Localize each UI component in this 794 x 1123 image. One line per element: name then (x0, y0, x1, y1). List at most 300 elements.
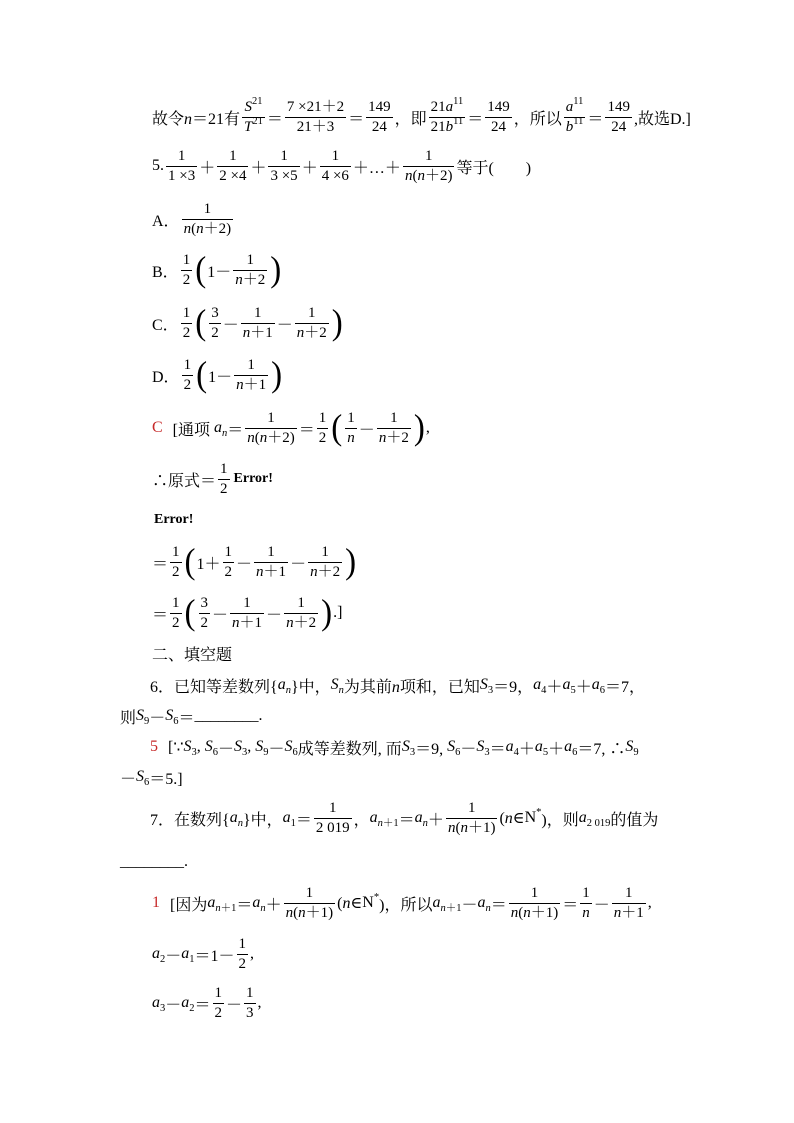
math-text: ＋…＋ (352, 159, 401, 177)
math-term (136, 707, 149, 725)
math-text: n＋2 (310, 563, 341, 580)
math-text: ＝7， (604, 678, 645, 696)
fraction-denominator (213, 1004, 225, 1022)
subscript: 4 (513, 747, 519, 758)
math-base (152, 994, 160, 1011)
math-variable: n (215, 903, 221, 914)
text-line (152, 146, 531, 186)
math-text: (n∈ (337, 895, 363, 912)
fraction-denominator (218, 480, 230, 498)
math-term (230, 809, 243, 827)
fraction (244, 985, 256, 1022)
math-variable: n (247, 429, 255, 446)
math-text: 1 (182, 251, 191, 268)
fraction-numerator (199, 595, 211, 614)
math-term (533, 676, 546, 694)
math-variable: a (432, 894, 441, 911)
math-text: 1 (220, 460, 228, 477)
math-term (234, 738, 247, 756)
math-text: 3 (200, 594, 209, 611)
math-variable: n (460, 819, 468, 836)
fraction (209, 305, 221, 342)
fraction-numerator (320, 148, 351, 167)
math-term (255, 738, 268, 756)
fraction-numerator (403, 148, 455, 167)
math-text: 1 (318, 409, 327, 426)
math-text: 1 (203, 200, 212, 217)
fraction-denominator (308, 563, 342, 581)
math-base (234, 738, 242, 755)
subscript: 3 (487, 685, 494, 696)
subscript: 6 (292, 747, 298, 758)
text-run: D． (152, 368, 180, 386)
math-text: 等于( ) (456, 159, 532, 177)
math-text: 1 ×3 (168, 167, 196, 184)
fraction-numerator (377, 410, 411, 429)
math-base (480, 676, 488, 693)
math-text: 7 ×21＋2 (286, 98, 345, 115)
math-text: 1 (177, 147, 186, 164)
subscript: 3 (409, 747, 416, 758)
math-variable: n (582, 904, 590, 921)
math-term (402, 738, 415, 756)
math-text: 24 (491, 118, 507, 135)
math-text: 成等差数列, 而 (297, 740, 402, 758)
fraction (182, 201, 234, 238)
subscript: 5 (570, 685, 576, 696)
math-text: 1 (172, 594, 180, 611)
fraction-denominator (181, 324, 193, 342)
fraction (345, 410, 357, 447)
fraction-denominator (446, 819, 498, 837)
math-term (565, 95, 584, 115)
text-line (152, 355, 283, 395)
math-text: 1 (182, 304, 191, 321)
math-text: － (218, 740, 235, 758)
math-text: ＝ (490, 896, 507, 914)
math-variable: a (591, 676, 600, 693)
fraction (234, 357, 268, 394)
math-variable: a (282, 809, 291, 826)
math-term (592, 676, 605, 694)
math-text: 7．在数列{ (150, 811, 230, 829)
text-run: 5. (152, 157, 164, 174)
math-base (533, 676, 541, 693)
big-right-paren: ) (331, 303, 343, 343)
math-term (579, 809, 611, 827)
fraction-denominator (199, 614, 211, 632)
big-left-paren: ( (195, 250, 207, 290)
fraction-denominator (377, 429, 411, 447)
big-left-paren: ( (195, 303, 207, 343)
math-text: 1－ (207, 263, 232, 281)
math-text: ∴原式＝ (152, 472, 217, 490)
math-term (564, 738, 577, 756)
fraction (237, 936, 249, 973)
math-text: 1 (390, 409, 398, 426)
math-text: 的值为 (610, 811, 659, 829)
math-base (506, 738, 514, 755)
answer-blank: ________ (194, 707, 259, 724)
math-text: 1 (467, 799, 476, 816)
math-variable: n (377, 818, 383, 829)
math-text: 则 (120, 709, 137, 727)
math-variable: a (252, 894, 261, 911)
math-text: 1 (321, 543, 329, 560)
math-text: , (250, 945, 255, 962)
math-text: ＝ (562, 896, 579, 914)
fraction-numerator (295, 305, 329, 324)
math-base (283, 809, 291, 826)
math-text: 2 (182, 324, 191, 341)
subscript: 2 019 (586, 818, 611, 829)
math-text: 1 (267, 409, 275, 426)
math-text: ＝ (178, 709, 195, 727)
answer-blank: ________ (120, 853, 184, 870)
subscript: 6 (455, 747, 461, 758)
math-text: 1 (267, 543, 275, 560)
fraction-numerator (605, 99, 632, 118)
fraction-denominator (217, 167, 248, 185)
fraction-numerator (485, 99, 512, 118)
text-line (152, 500, 193, 540)
fraction-denominator (429, 115, 466, 136)
fraction-denominator (345, 429, 357, 447)
math-variable: a (578, 809, 587, 826)
fraction-numerator (170, 595, 182, 614)
big-right-paren: ) (413, 408, 425, 448)
fraction-denominator (223, 563, 235, 581)
math-text: [通项 (172, 421, 215, 439)
fraction-denominator (245, 429, 297, 447)
fraction-denominator (403, 167, 455, 185)
subscript: 2 (189, 1003, 195, 1014)
math-text: , (196, 738, 205, 755)
fraction-denominator (170, 563, 182, 581)
text-line (152, 459, 273, 499)
math-base (244, 99, 252, 115)
math-variable: S (204, 738, 213, 755)
math-variable: S (234, 738, 243, 755)
fraction-denominator (485, 118, 512, 136)
math-text (347, 430, 355, 446)
math-variable: a (152, 994, 160, 1011)
big-right-paren: ) (345, 542, 357, 582)
math-text: n(n＋2) (404, 167, 453, 184)
math-text: . (258, 707, 263, 724)
math-text: ＋ (427, 811, 444, 829)
math-base: 21b (430, 118, 454, 135)
math-term (415, 809, 428, 827)
subscript: 9 (263, 747, 269, 758)
text-line (152, 934, 254, 974)
math-text: ＋ (265, 896, 282, 914)
fraction-numerator (213, 985, 225, 1004)
math-text: ＝ (266, 110, 283, 128)
math-term (562, 676, 575, 694)
math-text: 1 (253, 304, 262, 321)
math-base: N (524, 809, 537, 826)
math-text: n(n＋2) (183, 220, 232, 237)
math-text: ＋ (199, 159, 216, 177)
fraction-denominator (284, 904, 336, 922)
subscript: 6 (572, 747, 578, 758)
big-right-paren: ) (321, 593, 333, 633)
math-text: 1 (331, 147, 340, 164)
math-variable: S (165, 707, 174, 724)
math-variable: S (476, 738, 485, 755)
math-text: 1 (625, 884, 633, 901)
fraction-numerator (166, 148, 197, 167)
fraction (245, 410, 297, 447)
math-term (370, 809, 399, 827)
math-text: }中， (290, 678, 331, 696)
math-text: . (184, 853, 188, 870)
fraction-numerator (345, 410, 357, 429)
math-term (476, 738, 489, 756)
fraction-numerator (181, 305, 193, 324)
math-text: 21＋3 (296, 118, 335, 135)
math-text: ＝9， (493, 678, 534, 696)
fraction (213, 985, 225, 1022)
fraction-denominator (284, 614, 318, 632)
math-text: n(n＋1) (510, 904, 559, 921)
subscript: 3 (242, 747, 248, 758)
math-base (402, 738, 410, 755)
math-term (565, 115, 584, 135)
fraction-denominator (209, 324, 221, 342)
math-text: n＋2 (296, 324, 327, 341)
math-text: 2 (183, 376, 192, 393)
math-base (415, 809, 423, 826)
math-text: 6．已知等差数列{ (150, 678, 278, 696)
math-text: ，即 (394, 110, 427, 128)
math-text: － (165, 947, 182, 965)
fraction-denominator (317, 429, 329, 447)
math-variable: S (183, 738, 192, 755)
math-base (579, 809, 587, 826)
fraction-numerator (182, 201, 234, 220)
fraction (314, 800, 352, 837)
math-variable: S (255, 738, 264, 755)
fraction (166, 148, 197, 185)
text-line (152, 303, 344, 343)
fraction-numerator (268, 148, 299, 167)
fraction-denominator (241, 324, 275, 342)
fraction (233, 252, 267, 289)
math-text: n(n＋2) (247, 429, 295, 446)
fraction-denominator (366, 118, 393, 136)
math-text: 2 (172, 563, 180, 580)
fraction (485, 99, 512, 136)
math-text: )，则 (541, 811, 579, 829)
math-variable: S (401, 738, 410, 755)
fraction (612, 885, 646, 922)
math-variable: n (183, 220, 192, 237)
math-text: n(n＋1) (285, 904, 334, 921)
math-text: 1 (246, 251, 254, 268)
math-variable: T (244, 118, 253, 135)
math-base (152, 945, 160, 962)
math-variable: n (242, 324, 251, 341)
math-term (283, 809, 296, 827)
fraction-numerator (446, 800, 498, 819)
math-text: 2 (318, 429, 327, 446)
math-text: (n∈ (499, 810, 525, 827)
big-left-paren: ( (331, 408, 343, 448)
subscript: n＋1 (215, 903, 237, 914)
math-text: － (266, 606, 283, 624)
math-term (525, 809, 542, 827)
text-line (152, 199, 235, 239)
math-text: ＋ (546, 678, 563, 696)
math-base (136, 707, 144, 724)
text-run: ,故选D.] (633, 110, 691, 128)
math-variable: a (152, 945, 160, 962)
math-text: n＋1 (256, 563, 287, 580)
fraction-numerator (233, 252, 267, 271)
fraction (284, 885, 336, 922)
math-variable: n (391, 678, 400, 696)
superscript: 21 (251, 95, 263, 107)
subscript (238, 818, 243, 829)
math-text: ＝ (152, 606, 169, 624)
text-line (152, 250, 282, 290)
math-variable: n (422, 818, 428, 829)
fraction-denominator (181, 271, 193, 289)
math-text: n＋2 (286, 614, 317, 631)
math-text: 2 (172, 614, 180, 631)
math-text: 3 ×5 (270, 167, 298, 184)
subscript (286, 685, 291, 696)
math-text: n(n＋1) (447, 819, 496, 836)
math-variable: a (534, 738, 543, 755)
math-variable: S (447, 738, 456, 755)
superscript: * (373, 892, 380, 903)
math-variable: n (523, 904, 531, 921)
subscript: 3 (160, 1003, 166, 1014)
fraction-numerator (284, 595, 318, 614)
fraction-numerator (218, 461, 230, 480)
math-term (252, 894, 265, 912)
text-run: 二、填空题 (152, 646, 233, 664)
math-text: 1 (247, 356, 255, 373)
text-line (152, 408, 430, 448)
answer-mark: 1 (152, 894, 160, 911)
math-base: 21a (430, 98, 454, 115)
math-variable: n (236, 376, 244, 393)
math-variable: n (196, 220, 204, 237)
math-text: 1 (243, 594, 251, 611)
math-variable: n (256, 563, 264, 580)
superscript: 11 (453, 115, 464, 127)
math-term (181, 945, 194, 963)
math-text: 1 (238, 935, 247, 952)
math-text: － (212, 606, 229, 624)
math-variable: S (244, 98, 252, 115)
math-text: 1 (183, 356, 192, 373)
answer-mark: 5 (150, 738, 158, 755)
math-base (447, 738, 455, 755)
math-variable: n (338, 685, 344, 696)
math-variable: a (181, 994, 190, 1011)
math-base: N (362, 894, 374, 911)
fraction-numerator (209, 305, 221, 324)
fraction-numerator (244, 985, 256, 1004)
math-base (331, 676, 339, 693)
fraction (170, 595, 182, 632)
math-base (184, 738, 192, 755)
fraction-numerator (429, 95, 466, 118)
fraction-denominator (605, 118, 632, 136)
subscript: 3 (484, 747, 490, 758)
math-text: 1 (280, 147, 288, 164)
fraction-denominator (314, 819, 352, 837)
math-text: ，所以 (513, 110, 562, 128)
text-run: A． (152, 212, 180, 230)
fraction-denominator (564, 115, 586, 136)
subscript: n＋1 (440, 903, 462, 914)
fraction-denominator (254, 563, 288, 581)
text-line (152, 542, 357, 582)
fraction (308, 544, 342, 581)
math-text: 149 (487, 98, 510, 115)
subscript: 5 (542, 747, 549, 758)
math-text: 1 (224, 543, 233, 560)
math-variable: n (237, 818, 243, 829)
subscript (222, 428, 227, 439)
math-variable: a (533, 676, 542, 693)
math-variable: a (477, 894, 486, 911)
fraction (218, 461, 230, 498)
fraction-numerator (237, 936, 249, 955)
math-base (278, 676, 286, 693)
fraction-numerator (284, 885, 336, 904)
answer-mark: C (152, 419, 163, 436)
math-variable: b (445, 118, 454, 135)
math-text: 1 (214, 984, 223, 1001)
math-variable: n (342, 895, 351, 912)
subscript: 1 (290, 818, 296, 829)
fraction (320, 148, 351, 185)
math-variable: n (285, 685, 291, 696)
fraction-numerator (509, 885, 561, 904)
math-text: 2 (238, 955, 247, 972)
text-line (150, 727, 639, 767)
math-text: ＝ (587, 110, 604, 128)
fraction (284, 595, 318, 632)
fraction (429, 95, 466, 136)
math-text: ＝ (227, 421, 244, 439)
math-term (152, 994, 165, 1012)
math-variable: n (222, 428, 228, 439)
subscript (423, 818, 428, 829)
math-text: ＝ (348, 110, 365, 128)
subscript: 2 (160, 954, 166, 965)
subscript (339, 685, 344, 696)
math-term (480, 676, 493, 694)
math-variable: a (565, 98, 574, 115)
fraction-numerator (308, 544, 342, 563)
text-line (120, 842, 188, 882)
math-term (362, 894, 379, 912)
math-text: 2 (182, 271, 191, 288)
fraction-numerator (242, 95, 265, 118)
math-text: ＝ (489, 740, 506, 758)
fraction (268, 148, 299, 185)
fraction-numerator (285, 99, 346, 118)
subscript: 4 (541, 685, 547, 696)
